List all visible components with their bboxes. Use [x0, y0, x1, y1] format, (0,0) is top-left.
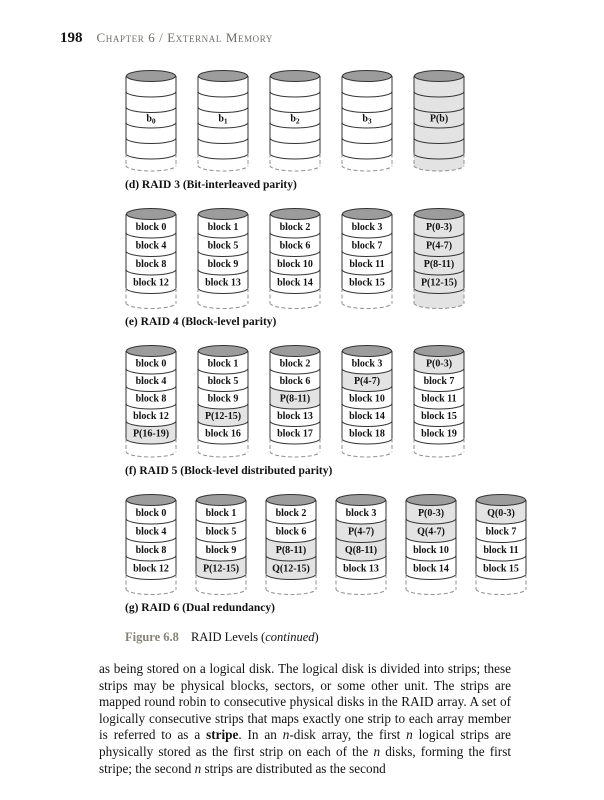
disk-cell-label: P(12-15) — [420, 277, 458, 289]
raid4-caption: (e) RAID 4 (Block-level parity) — [125, 316, 277, 328]
disk-cell-label: block 10 — [413, 545, 449, 556]
disk-cylinder-1 — [125, 493, 177, 596]
disk-cell-label: block 9 — [207, 393, 239, 405]
disk-cell-label: block 7 — [485, 526, 517, 538]
figure-caption-title: RAID Levels (continued) — [190, 630, 319, 644]
disk-cell-label: block 13 — [343, 563, 379, 575]
disk-cell-label: Q(0-3) — [487, 508, 515, 519]
raid6-disk-row — [125, 493, 556, 596]
disk-cell-label: $b_0$ — [146, 113, 156, 126]
disk-cell-label: block 17 — [277, 428, 313, 440]
page-header — [60, 30, 556, 47]
disk-cylinder-5 — [413, 69, 465, 173]
disk-cell-label: block 4 — [135, 240, 167, 252]
disk-cylinder-3 — [269, 344, 321, 459]
disk-cell-label: P(12-15) — [204, 411, 242, 422]
disk-cell-label: P(8-11) — [275, 545, 307, 556]
disk-cell-label: block 5 — [207, 240, 239, 252]
disk-cell-label: block 0 — [135, 508, 167, 519]
disk-cell-label: block 8 — [135, 393, 167, 405]
disk-cell-label: block 2 — [279, 358, 311, 370]
disk-cell-label: block 12 — [133, 277, 169, 289]
disk-cell-label: P(0-3) — [425, 358, 453, 370]
disk-cell-label: P(4-7) — [425, 240, 453, 252]
disk-cylinder-6 — [475, 493, 527, 596]
disk-cell-label: P(0-3) — [425, 222, 453, 233]
raid5-diagram — [125, 344, 556, 477]
disk-cylinder-1 — [125, 207, 177, 310]
disk-cell-label: P(4-7) — [347, 526, 375, 538]
disk-cell-label: block 14 — [349, 411, 385, 422]
disk-cell-label: block 15 — [349, 277, 385, 289]
paragraph-segment: . In an — [238, 727, 283, 743]
disk-cylinder-2 — [197, 207, 249, 310]
raid5-caption: (f) RAID 5 (Block-level distributed parity) — [125, 465, 333, 477]
figure-caption — [125, 630, 556, 645]
disk-cell-label: block 10 — [349, 393, 385, 405]
disk-cylinder-1 — [125, 344, 177, 459]
disk-cell-label: block 3 — [345, 508, 377, 519]
raid4-diagram — [125, 207, 556, 328]
disk-cell-label: block 3 — [351, 222, 383, 233]
disk-cylinder-3 — [265, 493, 317, 596]
disk-cell-label: P(b) — [429, 113, 449, 125]
disk-cell-label: block 15 — [421, 411, 457, 422]
paragraph-segment: n — [373, 743, 381, 759]
disk-cell-label: block 1 — [205, 508, 237, 519]
disk-cell-label: block 5 — [205, 526, 237, 538]
disk-cell-label: block 5 — [207, 376, 239, 387]
disk-cylinder-2 — [195, 493, 247, 596]
disk-cell-label: block 2 — [279, 222, 311, 233]
disk-cell-label: Q(8-11) — [344, 545, 378, 556]
disk-cell-label: block 15 — [483, 563, 519, 575]
disk-cell-label: Q(12-15) — [272, 563, 310, 575]
disk-cell-label: block 11 — [483, 545, 519, 556]
disk-cell-label: block 12 — [133, 411, 169, 422]
paragraph-segment: n — [406, 727, 413, 743]
disk-cell-label: block 6 — [279, 376, 311, 387]
raid3-disk-row — [125, 69, 556, 173]
disk-cell-label: block 7 — [423, 376, 455, 387]
disk-cell-label: P(8-11) — [279, 393, 311, 405]
figure-6-8-area — [125, 69, 556, 645]
disk-cell-label: block 1 — [207, 222, 239, 233]
disk-cylinder-4 — [341, 207, 393, 310]
disk-cell-label: block 12 — [133, 563, 169, 575]
raid3-caption: (d) RAID 3 (Bit-interleaved parity) — [125, 179, 297, 191]
disk-cell-label: $b_3$ — [362, 113, 372, 126]
disk-cylinder-2 — [197, 344, 249, 459]
disk-cell-label: $b_2$ — [290, 113, 300, 126]
disk-cell-label: block 14 — [277, 277, 313, 289]
disk-cylinder-3 — [269, 69, 321, 173]
disk-cell-label: P(12-15) — [202, 563, 240, 575]
disk-cell-label: block 9 — [207, 259, 239, 270]
disk-cylinder-4 — [341, 69, 393, 173]
disk-cell-label: Q(4-7) — [417, 526, 445, 538]
disk-cylinder-2 — [197, 69, 249, 173]
disk-cell-label: block 3 — [351, 358, 383, 370]
disk-cell-label: block 6 — [279, 240, 311, 252]
disk-cylinder-4 — [335, 493, 387, 596]
disk-cell-label: block 16 — [205, 428, 241, 440]
chapter-title: Chapter 6 / External Memory — [96, 30, 273, 45]
disk-cell-label: block 4 — [135, 526, 167, 538]
disk-cell-label: block 11 — [349, 259, 385, 270]
disk-cell-label: $b_1$ — [218, 113, 228, 126]
paragraph-segment: stripe — [206, 727, 239, 743]
disk-cylinder-5 — [413, 344, 465, 459]
body-paragraph — [99, 661, 511, 777]
raid6-diagram — [125, 493, 556, 614]
figure-caption-label: Figure 6.8 — [125, 630, 179, 644]
disk-cell-label: block 1 — [207, 358, 239, 370]
disk-cell-label: block 0 — [135, 222, 167, 233]
raid-diagrams — [125, 69, 556, 614]
raid3-diagram — [125, 69, 556, 191]
disk-cell-label: block 11 — [421, 393, 457, 405]
paragraph-segment: -disk array, the first — [289, 727, 407, 743]
disk-cell-label: block 0 — [135, 358, 167, 370]
disk-cell-label: block 13 — [277, 411, 313, 422]
disk-cell-label: block 10 — [277, 259, 313, 270]
disk-cell-label: block 14 — [413, 563, 449, 575]
disk-cylinder-1 — [125, 69, 177, 173]
disk-cell-label: block 8 — [135, 259, 167, 270]
raid6-caption: (g) RAID 6 (Dual redundancy) — [125, 602, 275, 614]
page-number: 198 — [60, 30, 83, 46]
disk-cell-label: P(8-11) — [423, 259, 455, 270]
disk-cylinder-3 — [269, 207, 321, 310]
disk-cell-label: block 18 — [349, 428, 385, 440]
disk-cell-label: block 19 — [421, 428, 457, 440]
paragraph-segment: n — [194, 760, 202, 776]
disk-cell-label: P(4-7) — [353, 376, 381, 387]
paragraph-segment: strips are distributed as the second — [201, 760, 386, 776]
disk-cell-label: block 6 — [275, 526, 307, 538]
disk-cell-label: block 9 — [205, 545, 237, 556]
disk-cylinder-5 — [405, 493, 457, 596]
disk-cell-label: block 8 — [135, 545, 167, 556]
disk-cell-label: block 2 — [275, 508, 307, 519]
disk-cell-label: P(0-3) — [417, 508, 445, 519]
disk-cell-label: block 4 — [135, 376, 167, 387]
paragraph-segment: as being stored on a logical disk. The logical disk is divided into strips; these strips may be physical blocks, sectors, or some other unit. The strips are mapped round robin to consecutive physical disks in the RAID array. A set of logically consecutive strips that maps exactly one strip to each array member is referred to as a — [99, 661, 511, 743]
disk-cylinder-4 — [341, 344, 393, 459]
paragraph-segment: n — [282, 727, 290, 743]
paragraph-segment: disks, forming the first stripe; the second — [99, 743, 511, 776]
disk-cell-label: block 13 — [205, 277, 241, 289]
raid4-disk-row — [125, 207, 556, 310]
disk-cylinder-5 — [413, 207, 465, 310]
disk-cell-label: P(16-19) — [132, 428, 170, 440]
raid5-disk-row — [125, 344, 556, 459]
paragraph-segment: logical strips are physically stored as the first strip on each of the — [99, 727, 511, 759]
disk-cell-label: block 7 — [351, 240, 383, 252]
